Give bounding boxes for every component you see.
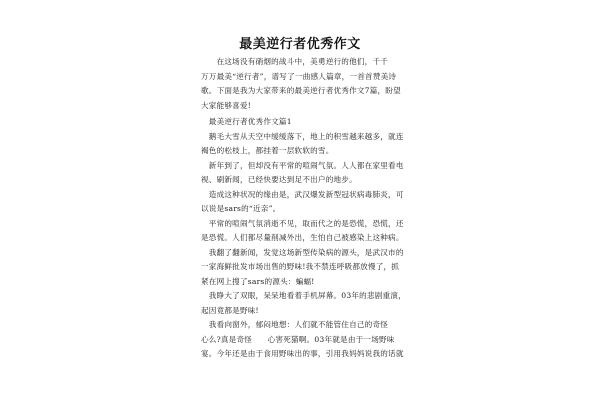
text-line: 以说是sars的“近亲”。 (201, 204, 281, 213)
text-line: 宴。今年还是由于食用野味出的事，引用我妈妈说我的话就 (201, 349, 404, 358)
text-line: 我睁大了双眼，呆呆地看着手机屏幕。03年的悲剧重演， (201, 291, 406, 300)
intro-paragraph (201, 55, 406, 113)
text-line: 歌。下面是我为大家带来的最美逆行者优秀作文7篇，盼望 (201, 86, 401, 95)
text-line: 褐色的松枝上，都挂着一层软软的雪。 (201, 146, 334, 155)
text-line: 万万最美“逆行者”，谱写了一曲感人篇章，一首首赞美诗 (201, 71, 397, 81)
text-line: 造成这种状况的缘由是，武汉爆发新型冠状病毒肺炎，可 (201, 189, 404, 199)
text-line: 视、刷新闻，已经快要达到足不出户的地步。 (201, 175, 357, 184)
document-body (201, 55, 406, 362)
text-line: 新年到了，但却没有平常的喧闹气氛。人人都在家里看电 (201, 160, 404, 170)
document-title: 最美逆行者优秀作文 (239, 37, 361, 52)
body-paragraph (201, 159, 406, 188)
text-line: 起因竟都是野味! (201, 305, 259, 315)
body-paragraph (201, 289, 406, 318)
text-line: 紧在网上搜了sars的源头：蝙蝠! (201, 276, 315, 286)
body-paragraph (201, 246, 406, 290)
body-paragraph (201, 217, 406, 246)
body-paragraph (201, 130, 406, 159)
text-line: 在这场没有硝烟的战斗中，美勇逆行的他们，千千 (201, 57, 389, 66)
text-line: 一家海鲜批发市场出售的野味!我不禁连呼吸都放慢了，抓 (201, 262, 400, 271)
text-line: 最美逆行者优秀作文篇1 (201, 117, 292, 126)
text-line: 我看向窗外，郁闷地想：人们就不能管住自己的奇怪 (201, 320, 389, 329)
text-line: 是恐慌。人们都尽量削减外出，生怕自己被感染上这种病。 (201, 233, 404, 242)
text-line: 心么?真是奇怪 心害死猫啊。03年就是由于一场野味 (201, 334, 395, 344)
body-paragraph (201, 318, 406, 362)
body-paragraph (201, 188, 406, 217)
text-line: 平常的喧闹气氛消逝不见，取而代之的是恐慌，恐慌，还 (201, 218, 404, 228)
text-line: 我翻了翻新闻，发觉这场新型传染病的源头，是武汉市的 (201, 247, 404, 257)
text-line: 鹅毛大雪从天空中缓缓落下，地上的积雪越来越多，就连 (201, 131, 404, 141)
section-heading (201, 115, 406, 130)
text-line: 大家能够喜爱! (201, 100, 252, 110)
